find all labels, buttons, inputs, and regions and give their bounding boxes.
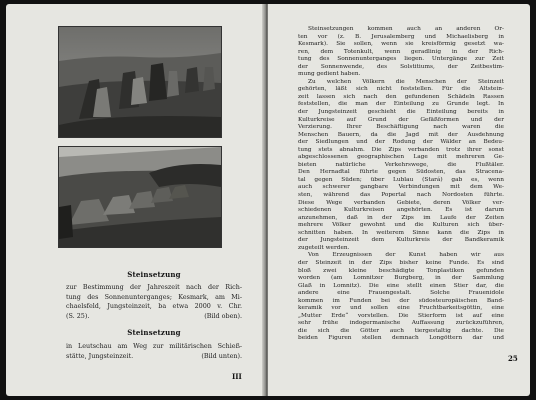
body-line: „Mutter Erde“ vorstellen. Die Stierform ist auf eine bbox=[298, 312, 504, 319]
body-line: zugeteilt werden. bbox=[298, 244, 350, 251]
body-line: sehr frühe indogermanische Auffassung zurückzuführen, bbox=[298, 320, 504, 327]
body-line: Kulturkreise auf Grund der Gefäßformen und der bbox=[298, 116, 504, 123]
body-line: tung stets abnahm. Die Zips verbanden trotz ihrer sonst bbox=[298, 146, 504, 153]
body-line: der Jungsteinzeit dem Kulturkreis der Bandkeramik bbox=[298, 237, 504, 244]
caption-line bbox=[66, 312, 242, 322]
body-line: anzunehmen, daß in der Zips im Laufe der Zeiten bbox=[298, 214, 504, 221]
body-line: zeit lassen sich nach den gefundenen Schädeln Rassen bbox=[298, 93, 504, 100]
left-page bbox=[6, 4, 264, 396]
body-line: andere eine Frauengestalt. Solche Frauenidole bbox=[298, 290, 504, 297]
body-line: Steinsetzungen kommen auch an anderen Or- bbox=[308, 26, 504, 32]
body-line: schnitten haben. In weiterem Sinne kann die Zips in bbox=[298, 229, 504, 236]
caption-line: chaelsfeld, Jungsteinzeit, ba etwa 2000 v. Chr. bbox=[66, 302, 242, 311]
caption-line bbox=[66, 352, 242, 362]
caption-line: zur Bestimmung der Jahreszeit nach der Rich- bbox=[66, 283, 242, 291]
body-line: kommen im Funden bei der südosteuropäischen Band- bbox=[298, 297, 504, 304]
body-line: der Sonnenwende, des Solstitiums, der Zeitbestim- bbox=[298, 63, 504, 70]
body-line: gehörten, läßt sich nicht feststellen. Für die Altstein- bbox=[298, 86, 504, 93]
body-line: auch schwerer gangbare Verbindungen mit dem We- bbox=[298, 184, 504, 191]
body-line: mung gedient haben. bbox=[298, 71, 361, 78]
body-line: keramik vor und sollen eine Fruchtbarkeitsgöttin, eine bbox=[298, 305, 504, 312]
body-line: sten, während das Popertal nach Nordosten führte. bbox=[298, 192, 504, 199]
body-line: Diese Wege verbanden Gebiete, deren Völker ver- bbox=[298, 199, 504, 206]
photo-stone-setting-bottom bbox=[58, 146, 222, 248]
right-page-number: 25 bbox=[508, 354, 518, 363]
body-line: Menschen Bauern, da die Jagd mit der Ausdehnung bbox=[298, 131, 504, 138]
caption-ref: (S. 25). bbox=[66, 311, 90, 320]
body-line: bloß zwei kleine beschädigte Tonplastiken gefunden bbox=[298, 267, 504, 274]
left-page-number: III bbox=[232, 372, 242, 381]
body-line: der Siedlungen und der Rodung der Wälder an Bedeu- bbox=[298, 139, 504, 146]
body-line: Den Hernadtal führte gegen Südosten, das Stracena- bbox=[298, 169, 504, 176]
body-line: beiden Figuren stellen demnach Longöttern dar und bbox=[298, 335, 504, 342]
caption-ref: stätte, Jungsteinzeit. bbox=[66, 351, 134, 360]
body-line: ten vor (z. B. Jerusalemberg und Michaelisberg in bbox=[298, 33, 504, 40]
body-line: worden (am Lomnitzer Burgberg, in der Sammlung bbox=[298, 275, 504, 282]
body-line: die sich die Götter auch tiergestaltig dachte. Die bbox=[298, 327, 504, 334]
body-line: bieten natürliche Verkehrswege, die Flußtäler. bbox=[298, 161, 504, 168]
body-line: tal gegen Süden; über Lublau (Stará) gab es, wenn bbox=[298, 176, 504, 183]
caption2-heading: Steinsetzung bbox=[127, 328, 181, 337]
caption1-text bbox=[66, 283, 242, 321]
body-line: feststellen, die man der Einteilung zu Grunde legt. In bbox=[298, 101, 504, 108]
caption-position: (Bild unten). bbox=[201, 351, 242, 360]
body-line: Verzierung. Ihrer Beschäftigung nach waren die bbox=[298, 124, 504, 131]
caption1-heading: Steinsetzung bbox=[127, 270, 181, 279]
caption-position: (Bild oben). bbox=[204, 311, 242, 320]
body-line: schiedenen Kulturkreisen angehörten. Es ist darum bbox=[298, 207, 504, 214]
body-line: abgeschlossenen geographischen Lage mit mehreren Ge- bbox=[298, 154, 504, 161]
caption2-text bbox=[66, 342, 242, 361]
body-line: der Steinzeit in der Zips bisher keine Funde. Es sind bbox=[298, 259, 504, 266]
body-line: ren, dem Totenkult, wenn geradlinig in der Rich- bbox=[298, 48, 504, 55]
body-line: mehrere Völker gewohnt und die Kulturen sich über- bbox=[298, 222, 504, 229]
body-line: Kesmark). Sie sollen, wenn sie kreisförmig gesetzt wa- bbox=[298, 41, 504, 48]
body-line: Von Erzeugnissen der Kunst haben wir aus bbox=[308, 252, 504, 259]
caption-line: tung des Sonnenunterganges; Kesmark, am Mi- bbox=[66, 292, 242, 301]
right-page-body-text bbox=[298, 26, 504, 343]
caption-line: in Leutschau am Weg zur militärischen Schieß- bbox=[66, 342, 242, 350]
body-line: Glaß in Lomnitz). Die eine stellt einen Stier dar, die bbox=[298, 282, 504, 289]
body-line: Zu welchen Völkern die Menschen der Steinzeit bbox=[308, 78, 504, 85]
photo-stone-setting-top bbox=[58, 26, 222, 138]
body-line: tung des Sonnenunterganges liegen. Untergänge zur Zeit bbox=[298, 56, 504, 63]
body-line: der Jungsteinzeit geschieht die Einteilung bereits in bbox=[298, 109, 504, 116]
